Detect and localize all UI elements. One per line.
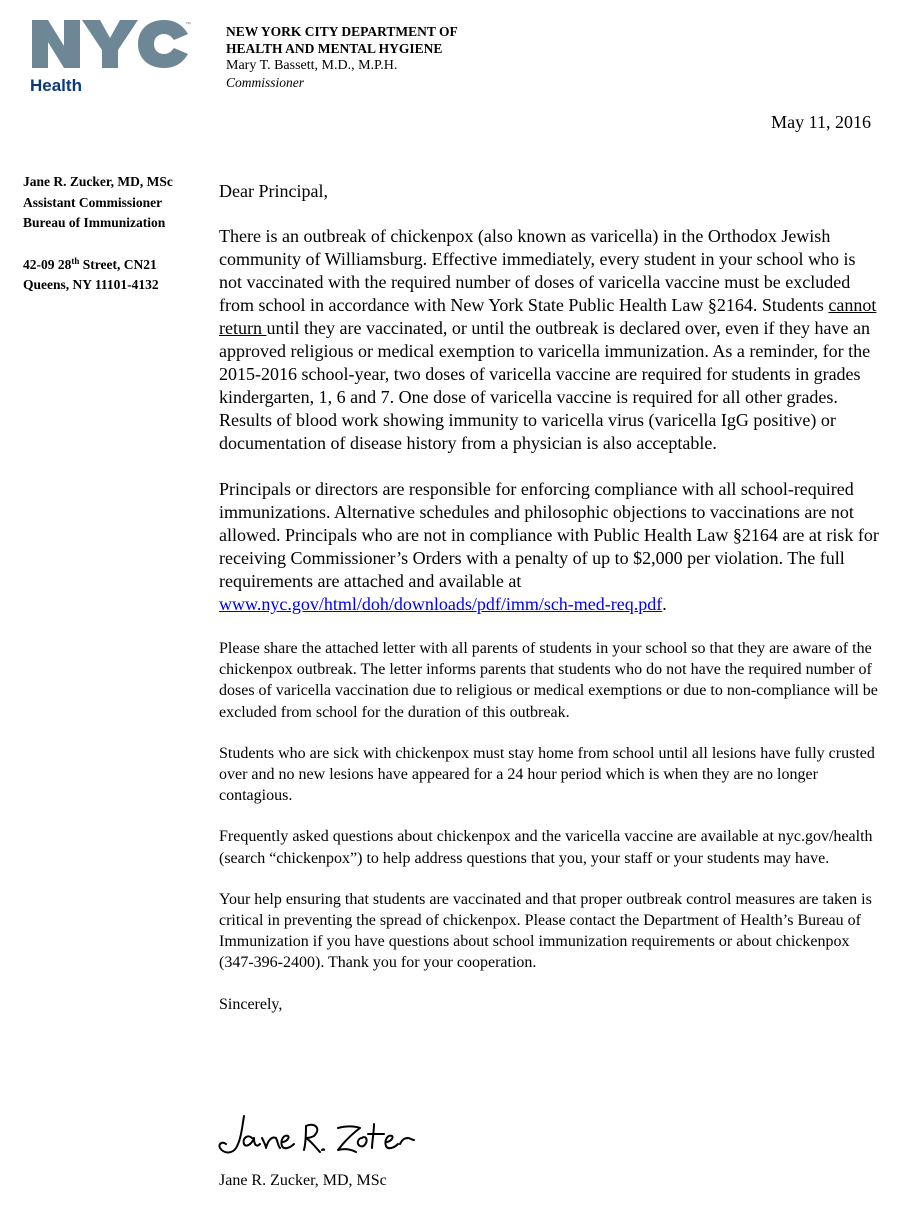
department-header [226,23,458,91]
commissioner-name: Mary T. Bassett, M.D., M.P.H. [226,58,398,73]
paragraph-2: Principals or directors are responsible for enforcing compliance with all school-required immunizations. Alternative schedules and philosophic objections to vaccinations are not allowed. Principals who are not in compliance with Public Health Law §2164 are at risk for receiving Commissioner’s Orders with a penalty of up to $2,000 per violation. The full requirements are attached and available at www.nyc.gov/html/doh/downloads/pdf/imm/sch-med-req.pdf. [219,479,879,614]
sender-title: Assistant Commissioner [23,194,163,210]
dept-line-2: HEALTH AND MENTAL HYGIENE [226,41,443,56]
letter-body [219,180,879,1015]
nyc-health-logo [30,20,190,96]
handwritten-signature [214,1108,424,1163]
sender-address: 42-09 28th Street, CN21 [23,255,157,272]
paragraph-5: Frequently asked questions about chickenpox and the varicella vaccine are available at nyc.gov/health (search “chickenpox”) to help address questions that you, your staff or your students may have. [219,828,873,867]
paragraph-3: Please share the attached letter with all parents of students in your school so that they are aware of the chickenpox outbreak. The letter informs parents that students who do not have the required number of doses of varicella vaccination due to religious or medical exemptions or due to non-compliance will be excluded from school for the duration of this outbreak. [219,640,878,721]
sender-bureau: Bureau of Immunization [23,215,166,230]
closing: Sincerely, [219,995,283,1013]
paragraph-6: Your help ensuring that students are vaccinated and that proper outbreak control measures are taken is critical in preventing the spread of chickenpox. Please contact the Department of Health’s Bureau of Immunization if you have questions about school immunization requirements or about chickenpox (347-396-2400). Thank you for your cooperation. [219,890,872,972]
requirements-link[interactable]: www.nyc.gov/html/doh/downloads/pdf/imm/sch-med-req.pdf [219,594,663,614]
commissioner-title: Commissioner [226,75,305,90]
svg-text:™: ™ [185,22,191,28]
sender-name: Jane R. Zucker, MD, MSc [23,174,173,189]
sender-city: Queens, NY 11101-4132 [23,277,159,292]
signer-name: Jane R. Zucker, MD, MSc [219,1172,387,1189]
salutation: Dear Principal, [219,181,328,201]
letter-date: May 11, 2016 [771,112,871,132]
paragraph-1: There is an outbreak of chickenpox (also known as varicella) in the Orthodox Jewish community of Williamsburg. Effective immediately, every student in your school who is not vaccinated with the required number of doses of varicella vaccine must be excluded from school in accordance with New York State Public Health Law §2164. Students cannot return until they are vaccinated, or until the outbreak is declared over, even if they have an approved religious or medical exemption to varicella immunization. As a reminder, for the 2015-2016 school-year, two doses of varicella vaccine are required for students in grades kindergarten, 1, 6 and 7. One dose of varicella vaccine is required for all other grades. Results of blood work showing immunity to varicella virus (varicella IgG positive) or documentation of disease history from a physician is also acceptable. [219,226,877,453]
logo-health-text: Health [30,76,82,95]
dept-line-1: NEW YORK CITY DEPARTMENT OF [226,24,458,39]
sender-sidebar [23,172,173,296]
paragraph-4: Students who are sick with chickenpox must stay home from school until all lesions have fully crusted over and no new lesions have appeared for a 24 hour period which is when they are no longer contagious. [219,744,875,805]
